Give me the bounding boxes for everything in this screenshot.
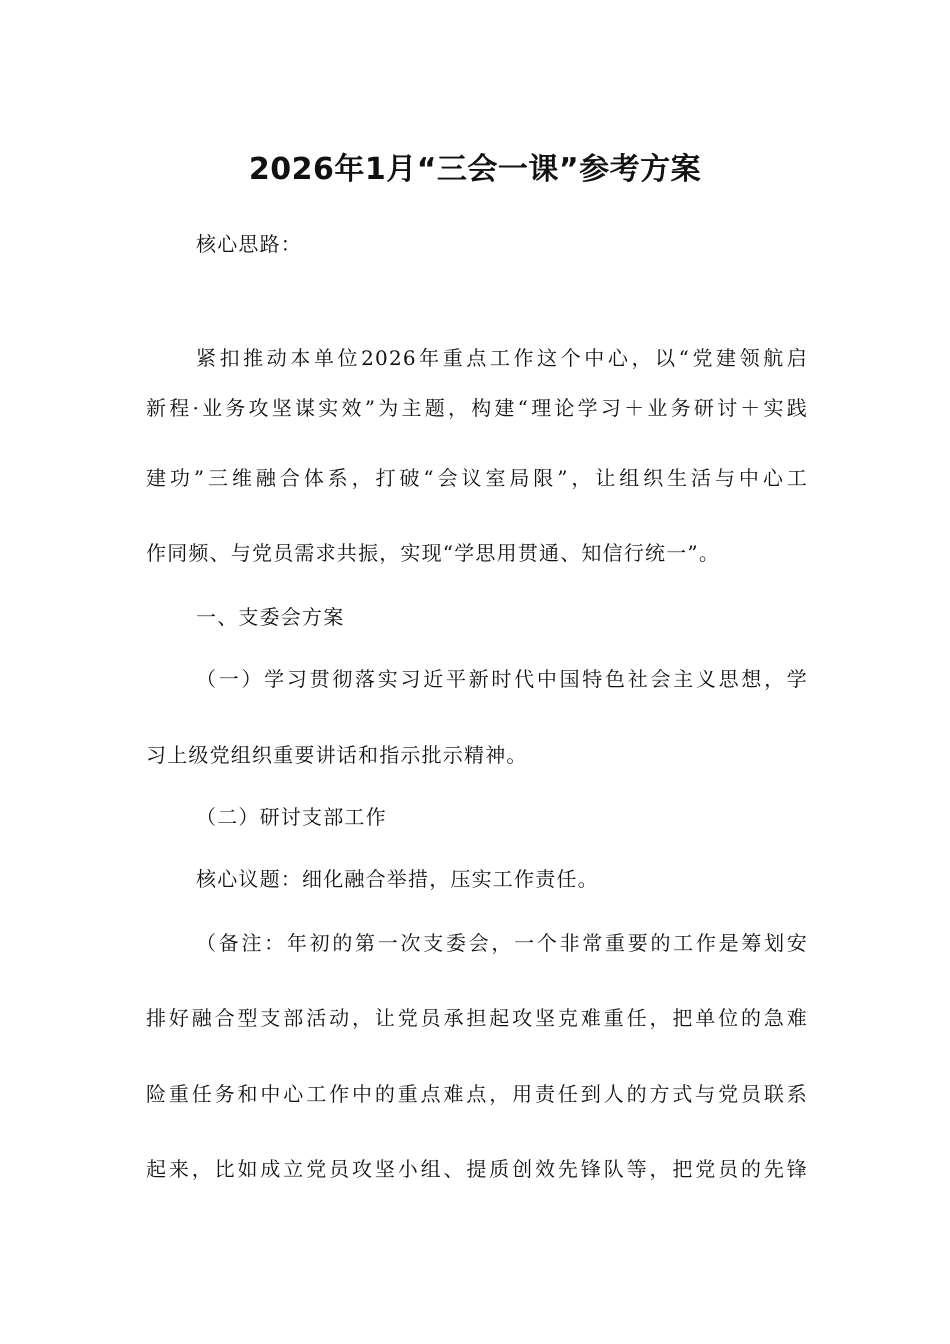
paragraph-line: 核心议题：细化融合举措，压实工作责任。 xyxy=(196,867,599,891)
paragraph-line: 新程·业务攻坚谋实效”为主题，构建“理论学习＋业务研讨＋实践 xyxy=(146,396,808,420)
paragraph-line: 紧扣推动本单位2026年重点工作这个中心，以“党建领航启 xyxy=(196,346,808,370)
paragraph-line: 险重任务和中心工作中的重点难点，用责任到人的方式与党员联系 xyxy=(146,1082,808,1106)
document-title: 2026年1月“三会一课”参考方案 xyxy=(248,152,702,187)
paragraph-line: 起来，比如成立党员攻坚小组、提质创效先锋队等，把党员的先锋 xyxy=(146,1157,808,1181)
section-heading: 一、支委会方案 xyxy=(196,605,345,629)
paragraph-line: 排好融合型支部活动，让党员承担起攻坚克难重任，把单位的急难 xyxy=(146,1006,808,1030)
paragraph-line: 建功”三维融合体系，打破“会议室局限”，让组织生活与中心工 xyxy=(146,466,808,490)
paragraph-line: （备注：年初的第一次支委会，一个非常重要的工作是筹划安 xyxy=(196,931,808,955)
paragraph-line: （一）学习贯彻落实习近平新时代中国特色社会主义思想，学 xyxy=(196,667,808,691)
subsection-heading: （二）研讨支部工作 xyxy=(196,805,387,829)
paragraph-line: 作同频、与党员需求共振，实现“学思用贯通、知信行统一”。 xyxy=(146,541,721,565)
paragraph-line: 习上级党组织重要讲话和指示批示精神。 xyxy=(146,743,528,767)
heading-core-idea: 核心思路： xyxy=(196,232,302,256)
